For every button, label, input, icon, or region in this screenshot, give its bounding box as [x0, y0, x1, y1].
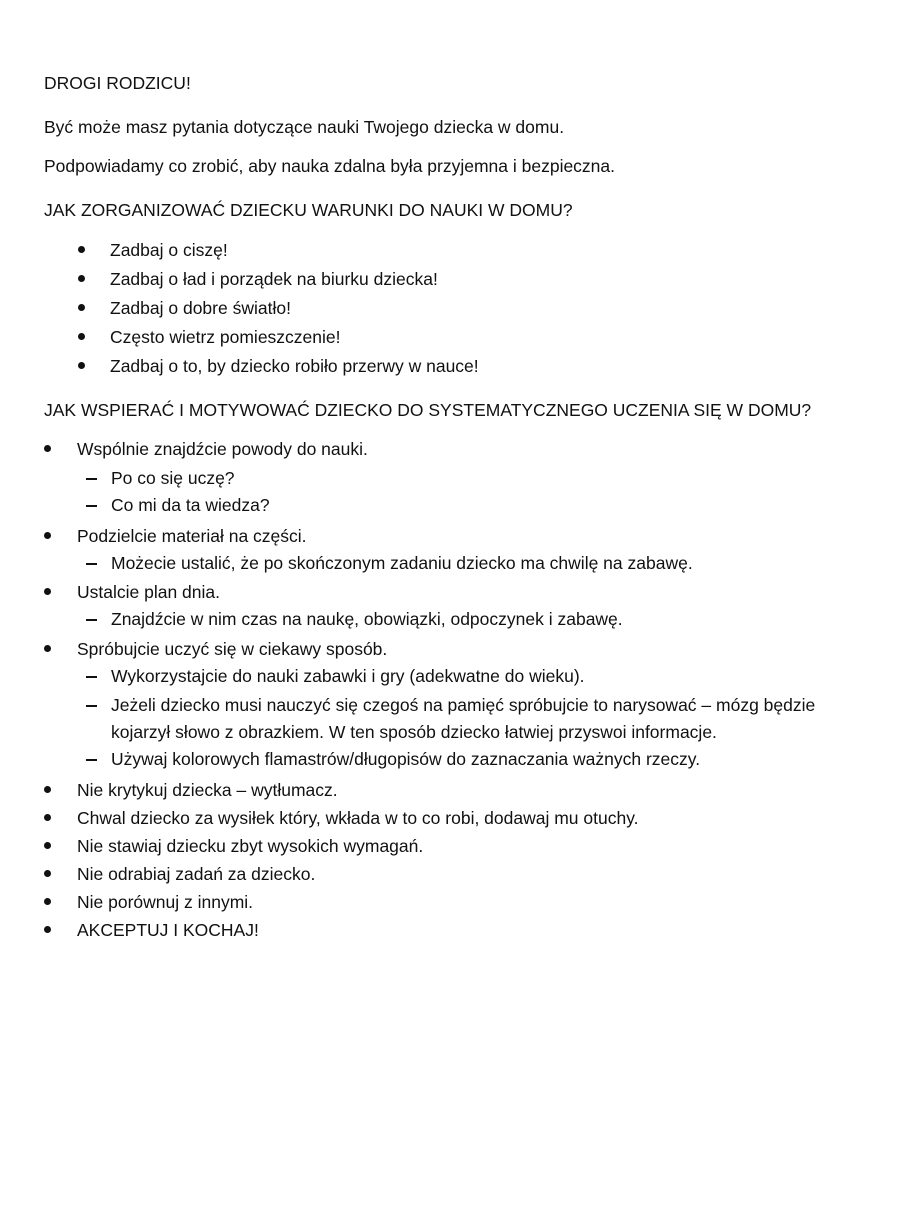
- dash-icon: [86, 505, 97, 507]
- intro-paragraph-2: Podpowiadamy co zrobić, aby nauka zdalna była przyjemna i bezpieczna.: [44, 156, 616, 176]
- dash-icon: [86, 759, 97, 761]
- bullet-icon: [44, 588, 51, 595]
- list-item: Nie porównuj z innymi.: [77, 892, 254, 912]
- bullet-icon: [44, 532, 51, 539]
- bullet-icon: [78, 275, 85, 282]
- bullet-icon: [44, 870, 51, 877]
- list-item: Zadbaj o ciszę!: [110, 240, 228, 260]
- list-item: Podzielcie materiał na części.: [77, 526, 307, 546]
- list-item: Wspólnie znajdźcie powody do nauki.: [77, 439, 368, 459]
- sub-list-item: Możecie ustalić, że po skończonym zadaniu dziecko ma chwilę na zabawę.: [111, 553, 693, 573]
- list-item: Zadbaj o to, by dziecko robiło przerwy w nauce!: [110, 356, 479, 376]
- sub-list-item: Wykorzystajcie do nauki zabawki i gry (adekwatne do wieku).: [111, 666, 585, 686]
- bullet-icon: [44, 842, 51, 849]
- dash-icon: [86, 676, 97, 678]
- bullet-icon: [44, 926, 51, 933]
- dash-icon: [86, 705, 97, 707]
- bullet-icon: [44, 898, 51, 905]
- sub-list-item: Jeżeli dziecko musi nauczyć się czegoś na pamięć spróbujcie to narysować – mózg będzie: [111, 695, 816, 715]
- bullet-icon: [44, 814, 51, 821]
- sub-list-item: Co mi da ta wiedza?: [111, 495, 270, 515]
- list-item: Nie stawiaj dziecku zbyt wysokich wymagań.: [77, 836, 424, 856]
- list-item: Często wietrz pomieszczenie!: [110, 327, 341, 347]
- list-item: Spróbujcie uczyć się w ciekawy sposób.: [77, 639, 388, 659]
- bullet-icon: [44, 445, 51, 452]
- section-1-heading: JAK ZORGANIZOWAĆ DZIECKU WARUNKI DO NAUKI W DOMU?: [44, 200, 573, 220]
- bullet-icon: [78, 362, 85, 369]
- dash-icon: [86, 563, 97, 565]
- list-item: Zadbaj o ład i porządek na biurku dziecka!: [110, 269, 438, 289]
- section-2-heading: JAK WSPIERAĆ I MOTYWOWAĆ DZIECKO DO SYSTEMATYCZNEGO UCZENIA SIĘ W DOMU?: [44, 400, 812, 420]
- bullet-icon: [44, 786, 51, 793]
- dash-icon: [86, 478, 97, 480]
- bullet-icon: [78, 246, 85, 253]
- list-item: Chwal dziecko za wysiłek który, wkłada w to co robi, dodawaj mu otuchy.: [77, 808, 639, 828]
- bullet-icon: [44, 645, 51, 652]
- sub-list-item: Używaj kolorowych flamastrów/długopisów do zaznaczania ważnych rzeczy.: [111, 749, 701, 769]
- dash-icon: [86, 619, 97, 621]
- sub-list-item: Po co się uczę?: [111, 468, 235, 488]
- list-item: Zadbaj o dobre światło!: [110, 298, 291, 318]
- greeting: DROGI RODZICU!: [44, 73, 191, 93]
- list-item: Ustalcie plan dnia.: [77, 582, 220, 602]
- intro-paragraph-1: Być może masz pytania dotyczące nauki Twojego dziecka w domu.: [44, 117, 565, 137]
- list-item: AKCEPTUJ I KOCHAJ!: [77, 920, 259, 940]
- list-item: Nie odrabiaj zadań za dziecko.: [77, 864, 316, 884]
- bullet-icon: [78, 333, 85, 340]
- bullet-icon: [78, 304, 85, 311]
- list-item: Nie krytykuj dziecka – wytłumacz.: [77, 780, 338, 800]
- sub-list-item: Znajdźcie w nim czas na naukę, obowiązki, odpoczynek i zabawę.: [111, 609, 623, 629]
- sub-list-item-continuation: kojarzył słowo z obrazkiem. W ten sposób dziecko łatwiej przyswoi informacje.: [111, 722, 717, 742]
